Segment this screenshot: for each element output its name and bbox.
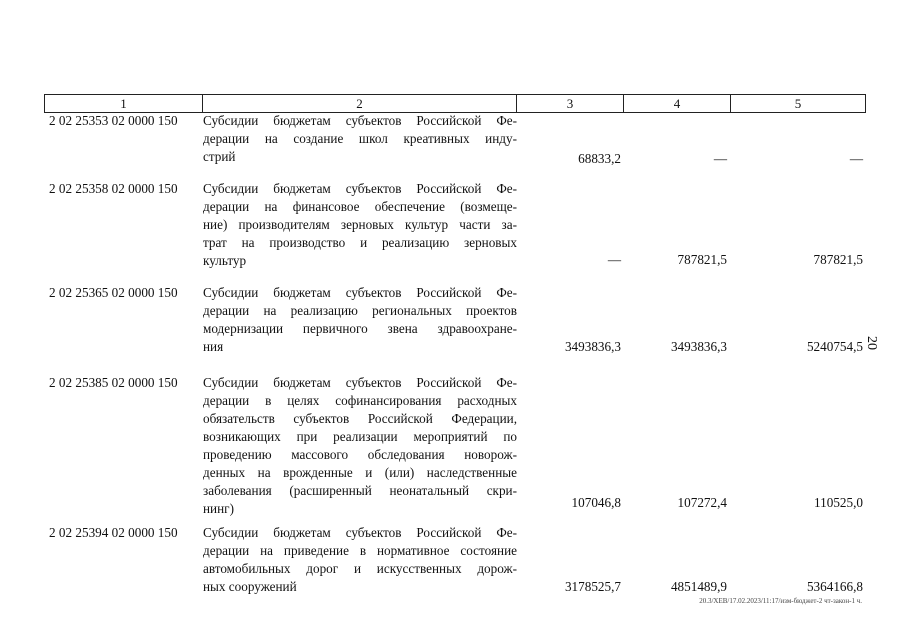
row-description — [203, 112, 517, 166]
table-row — [0, 180, 905, 272]
table-row — [0, 524, 905, 599]
description-line: Субсидии бюджетам субъектов Российской Фе- — [203, 113, 517, 128]
row-description — [203, 284, 517, 356]
value-col-5: 787821,5 — [813, 252, 863, 267]
value-col-3: 107046,8 — [571, 495, 621, 510]
header-col-3: 3 — [516, 95, 623, 112]
budget-code: 2 02 25365 02 0000 150 — [49, 285, 178, 300]
description-line: денных на врожденные и (или) наследственные — [203, 465, 517, 480]
value-col-4: 787821,5 — [677, 252, 727, 267]
description-line: ние) производителям зерновых культур части за- — [203, 217, 517, 232]
budget-code: 2 02 25385 02 0000 150 — [49, 375, 178, 390]
value-col-5: — — [849, 151, 863, 166]
value-col-4: — — [713, 151, 727, 166]
table-row — [0, 284, 905, 359]
budget-code: 2 02 25353 02 0000 150 — [49, 113, 178, 128]
description-line: обязательств субъектов Российской Федерации, — [203, 411, 517, 426]
description-line: дерации на приведение в нормативное состояние — [203, 543, 517, 558]
value-col-3: 3178525,7 — [564, 579, 621, 594]
description-line: возникающих при реализации мероприятий по — [203, 429, 517, 444]
description-line: дерации на создание школ креативных инду- — [203, 131, 517, 146]
table-header — [44, 94, 866, 113]
description-line: дерации на реализацию региональных проектов — [203, 303, 517, 318]
value-col-3: — — [607, 252, 621, 267]
header-col-5: 5 — [730, 95, 866, 112]
table-row — [0, 112, 905, 172]
table-row — [0, 374, 905, 516]
description-line: трат на производство и реализацию зерновых — [203, 235, 517, 250]
row-description — [203, 374, 517, 518]
description-line: дерации в целях софинансирования расходных — [203, 393, 517, 408]
value-col-5: 110525,0 — [814, 495, 863, 510]
description-line: культур — [203, 253, 247, 268]
description-line: заболевания (расширенный неонатальный скри- — [203, 483, 517, 498]
description-line: Субсидии бюджетам субъектов Российской Фе- — [203, 375, 517, 390]
header-col-4: 4 — [623, 95, 730, 112]
description-line: стрий — [203, 149, 236, 164]
row-description — [203, 524, 517, 596]
value-col-5: 5364166,8 — [806, 579, 863, 594]
value-col-3: 68833,2 — [578, 151, 621, 166]
page-number: 20 — [864, 336, 879, 350]
value-col-4: 4851489,9 — [670, 579, 727, 594]
value-col-5: 5240754,5 — [806, 339, 863, 354]
value-col-4: 107272,4 — [677, 495, 727, 510]
description-line: Субсидии бюджетам субъектов Российской Фе- — [203, 525, 517, 540]
description-line: ных сооружений — [203, 579, 297, 594]
row-description — [203, 180, 517, 270]
description-line: ния — [203, 339, 224, 354]
description-line: Субсидии бюджетам субъектов Российской Фе- — [203, 181, 517, 196]
description-line: проведению массового обследования новорож- — [203, 447, 517, 462]
header-col-2: 2 — [202, 95, 516, 112]
header-col-1: 1 — [44, 95, 202, 112]
description-line: автомобильных дорог и искусственных дорож- — [203, 561, 517, 576]
value-col-4: 3493836,3 — [670, 339, 727, 354]
budget-code: 2 02 25358 02 0000 150 — [49, 181, 178, 196]
description-line: нинг) — [203, 501, 234, 516]
document-footer-note: 20.3/XEB/17.02.2023/11:17/изм-бюджет-2 чт-закон-1 ч. — [699, 597, 862, 605]
budget-code: 2 02 25394 02 0000 150 — [49, 525, 178, 540]
description-line: дерации на финансовое обеспечение (возмеще- — [203, 199, 517, 214]
description-line: модернизации первичного звена здравоохране- — [203, 321, 517, 336]
description-line: Субсидии бюджетам субъектов Российской Фе- — [203, 285, 517, 300]
value-col-3: 3493836,3 — [564, 339, 621, 354]
